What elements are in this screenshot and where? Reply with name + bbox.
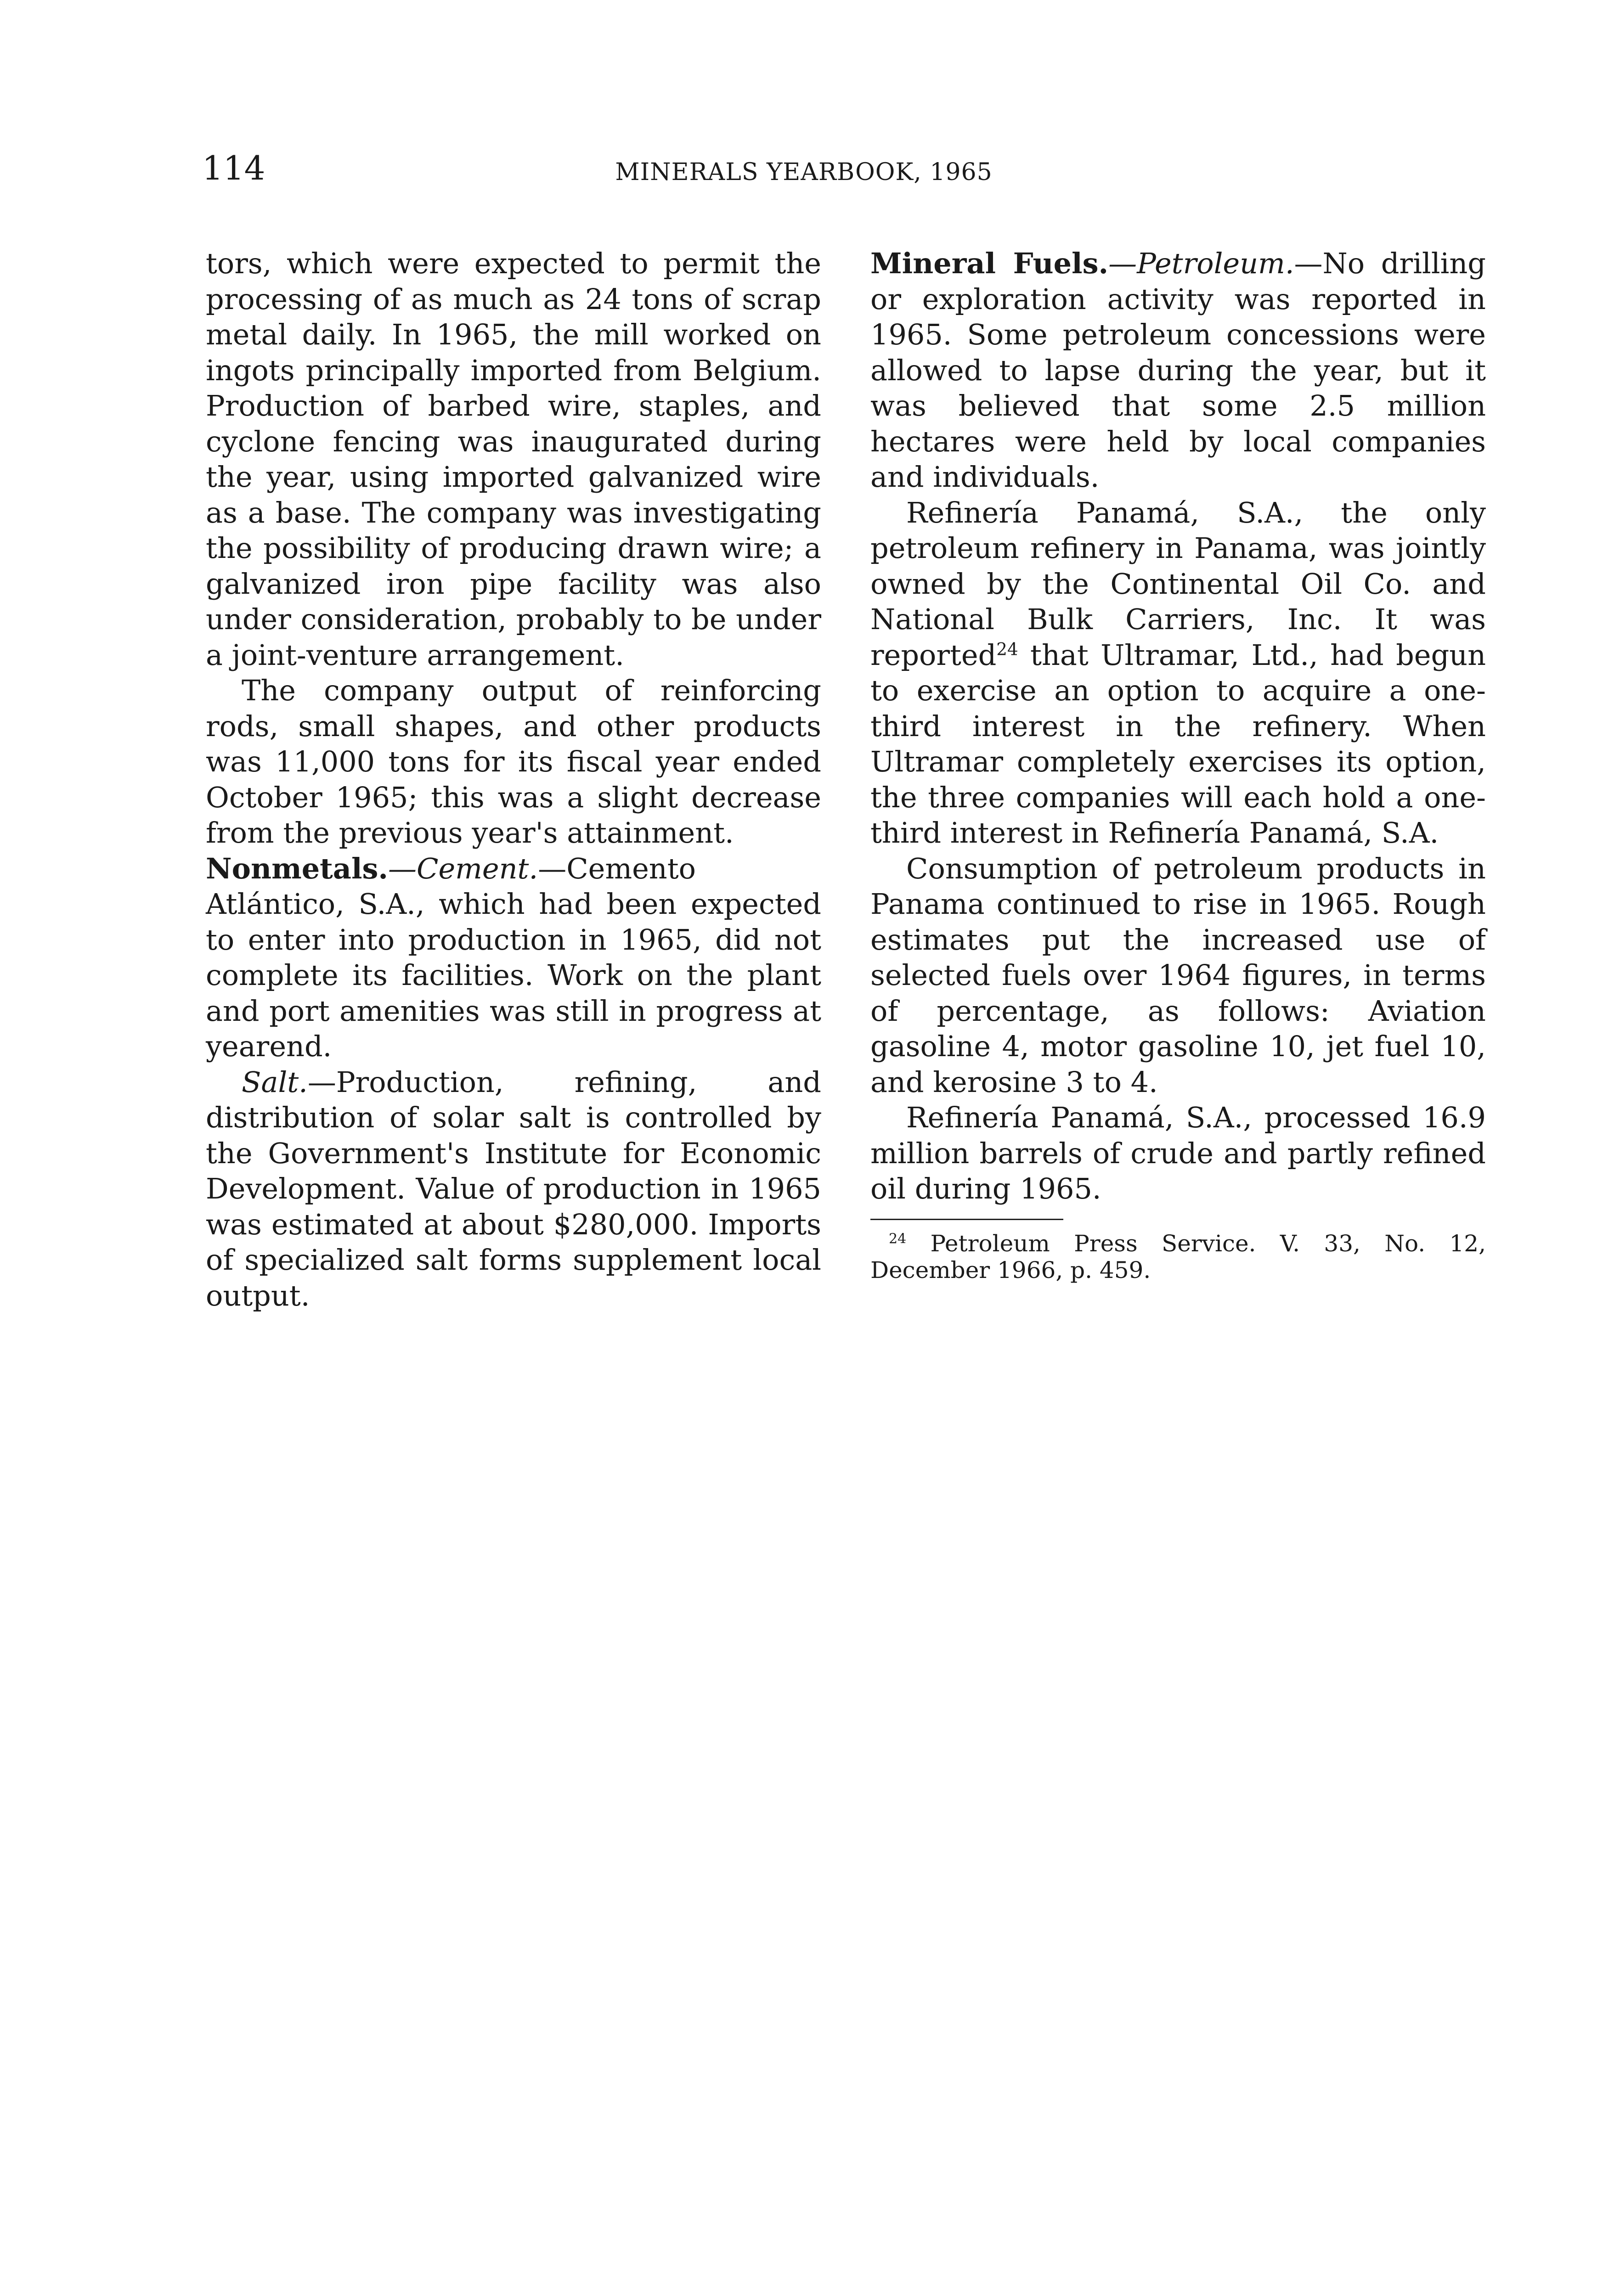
paragraph-text: —Production, refining, and distribution of solar salt is controlled by the Government's Institute for Economic Development. Value of production in 1965 was estimated at about $280,000. Imports of specialized salt forms supplement local output.: [206, 1065, 821, 1312]
section-heading-mineral-fuels: Mineral Fuels.: [870, 247, 1109, 280]
section-heading-nonmetals: Nonmetals.: [206, 851, 389, 885]
paragraph: The company output of reinforcing rods, small shapes, and other products was 11,000 tons for its fiscal year ended October 1965; this was a slight decrease from the previous year's attainment.: [206, 674, 821, 850]
page-number: 114: [202, 149, 265, 187]
paragraph: Consumption of petroleum products in Panama continued to rise in 1965. Rough estimates put the increased use of selected fuels over 1964 figures, in terms of percentage, as follows: Aviation gasoline 4, motor gasoline 10, jet fuel 10, and kerosine 3 to 4.: [870, 851, 1486, 1099]
footnote: [870, 1230, 1486, 1283]
footnote-divider: [870, 1219, 1063, 1220]
paragraph-text: that Ultramar, Ltd., had begun to exercise an option to acquire a one-third interest in the refinery. When Ultramar completely exercises its option, the three companies will each hold a one-third interest in Refinería Panamá, S.A.: [870, 638, 1486, 850]
paragraph-text: Refinería Panamá, S.A., the only petroleum refinery in Panama, was jointly owned by the Continental Oil Co. and National Bulk Carriers, Inc. It was reported: [870, 495, 1486, 672]
paragraph-salt: [206, 1064, 821, 1314]
paragraph-mineral-fuels: [870, 246, 1486, 495]
paragraph-text: —No drilling or exploration activity was reported in 1965. Some petroleum concessions were allowed to lapse during the year, but it was believed that some 2.5 million hectares were held by local companies and individuals.: [870, 247, 1486, 494]
paragraph-nonmetals-cement: [206, 851, 821, 1064]
running-title: MINERALS YEARBOOK, 1965: [615, 158, 993, 186]
footnote-text: Petroleum Press Service. V. 33, No. 12, December 1966, p. 459.: [870, 1230, 1486, 1283]
subheading-cement: —Cement.: [388, 851, 538, 885]
paragraph: tors, which were expected to permit the processing of as much as 24 tons of scrap metal daily. In 1965, the mill worked on ingots principally imported from Belgium. Production of barbed wire, staples, and cyclone fencing was inaugurated during the year, using imported galvanized wire as a base. The company was investigating the possibility of producing drawn wire; a galvanized iron pipe facility was also under consideration, probably to be under a joint-venture arrangement.: [206, 247, 821, 672]
right-column: [870, 246, 1486, 1283]
subheading-petroleum: —Petroleum.: [1108, 247, 1294, 280]
footnote-number: 24: [889, 1230, 907, 1247]
left-column: [206, 246, 821, 1313]
paragraph-text: —Cemento Atlántico, S.A., which had been expected to enter into production in 1965, did not complete its facilities. Work on the plant and port amenities was still in progress at yearend.: [206, 851, 821, 1063]
paragraph-refinery: [870, 495, 1486, 851]
subheading-salt: Salt.: [242, 1065, 308, 1099]
footnote-reference: 24: [996, 638, 1018, 659]
paragraph: Refinería Panamá, S.A., processed 16.9 million barrels of crude and partly refined oil during 1965.: [870, 1101, 1486, 1205]
